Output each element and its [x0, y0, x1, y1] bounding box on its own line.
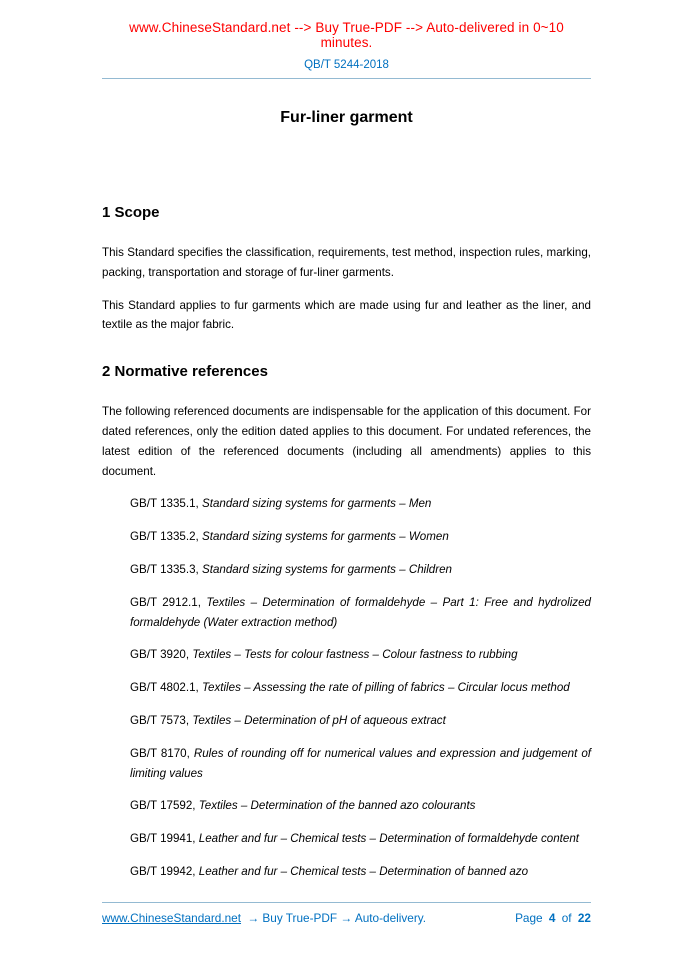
reference-title: Leather and fur – Chemical tests – Determination of formaldehyde content: [198, 832, 579, 846]
page-label: Page: [515, 911, 543, 925]
reference-item: [130, 527, 591, 547]
page-number: 4: [548, 911, 556, 925]
reference-title: Standard sizing systems for garments – Women: [201, 530, 449, 544]
header-banner: www.ChineseStandard.net --> Buy True-PDF --> Auto-delivered in 0~10 minutes.: [129, 20, 564, 50]
section-heading-scope: 1 Scope: [102, 204, 160, 221]
reference-title: Textiles – Assessing the rate of pilling of fabrics – Circular locus method: [201, 681, 570, 695]
reference-item: [130, 678, 591, 698]
reference-item: [130, 829, 591, 849]
footer-promo: [102, 911, 426, 925]
reference-title: Rules of rounding off for numerical values and expression and judgement of limiting values: [130, 746, 591, 780]
reference-title: Textiles – Determination of formaldehyde – Part 1: Free and hydrolized formaldehyde (Water extraction method): [130, 595, 591, 629]
reference-code: GB/T 1335.2,: [130, 530, 199, 544]
page-of-label: of: [561, 911, 572, 925]
reference-title: Textiles – Determination of the banned azo colourants: [198, 799, 476, 813]
reference-title: Textiles – Determination of pH of aqueous extract: [192, 713, 446, 727]
reference-code: GB/T 4802.1,: [130, 681, 199, 695]
footer-site-link[interactable]: www.ChineseStandard.net: [102, 911, 242, 925]
doc-number: QB/T 5244-2018: [304, 59, 389, 71]
reference-title: Textiles – Tests for colour fastness – Colour fastness to rubbing: [192, 648, 518, 662]
reference-item: [130, 560, 591, 580]
paragraph: This Standard specifies the classification, requirements, test method, inspection rules, marking, packing, transportation and storage of fur-liner garments.: [102, 246, 591, 279]
reference-code: GB/T 8170,: [130, 746, 190, 760]
reference-title: Leather and fur – Chemical tests – Determination of banned azo: [198, 864, 529, 878]
footer-rule: [102, 902, 591, 903]
page-indicator: [512, 911, 591, 925]
reference-title: Standard sizing systems for garments – Children: [201, 562, 453, 576]
reference-code: GB/T 17592,: [130, 799, 196, 813]
reference-item: [130, 645, 591, 665]
page-title: Fur-liner garment: [280, 109, 413, 126]
reference-item: [130, 711, 591, 731]
reference-item: [130, 593, 591, 633]
footer: [102, 902, 591, 925]
reference-item: [130, 494, 591, 514]
footer-tagline: → Buy True-PDF → Auto-delivery.: [247, 911, 427, 925]
reference-item: [130, 862, 591, 882]
reference-code: GB/T 1335.3,: [130, 562, 199, 576]
reference-code: GB/T 3920,: [130, 648, 190, 662]
reference-item: [130, 744, 591, 784]
reference-code: GB/T 2912.1,: [130, 595, 201, 609]
header-rule: [102, 78, 591, 79]
reference-title: Standard sizing systems for garments – Men: [201, 497, 432, 511]
section-heading-normative-references: 2 Normative references: [102, 363, 268, 381]
reference-code: GB/T 7573,: [130, 713, 190, 727]
paragraph: This Standard applies to fur garments which are made using fur and leather as the liner, and textile as the major fabric.: [102, 298, 591, 332]
reference-code: GB/T 1335.1,: [130, 497, 199, 511]
reference-item: [130, 796, 591, 816]
page-total: 22: [577, 911, 591, 925]
reference-code: GB/T 19942,: [130, 864, 196, 878]
paragraph: The following referenced documents are indispensable for the application of this document. For dated references, only the edition dated applies to this document. For undated references, the latest edition of the referenced documents (including all amendments) applies to this document.: [102, 405, 591, 478]
reference-code: GB/T 19941,: [130, 832, 196, 846]
